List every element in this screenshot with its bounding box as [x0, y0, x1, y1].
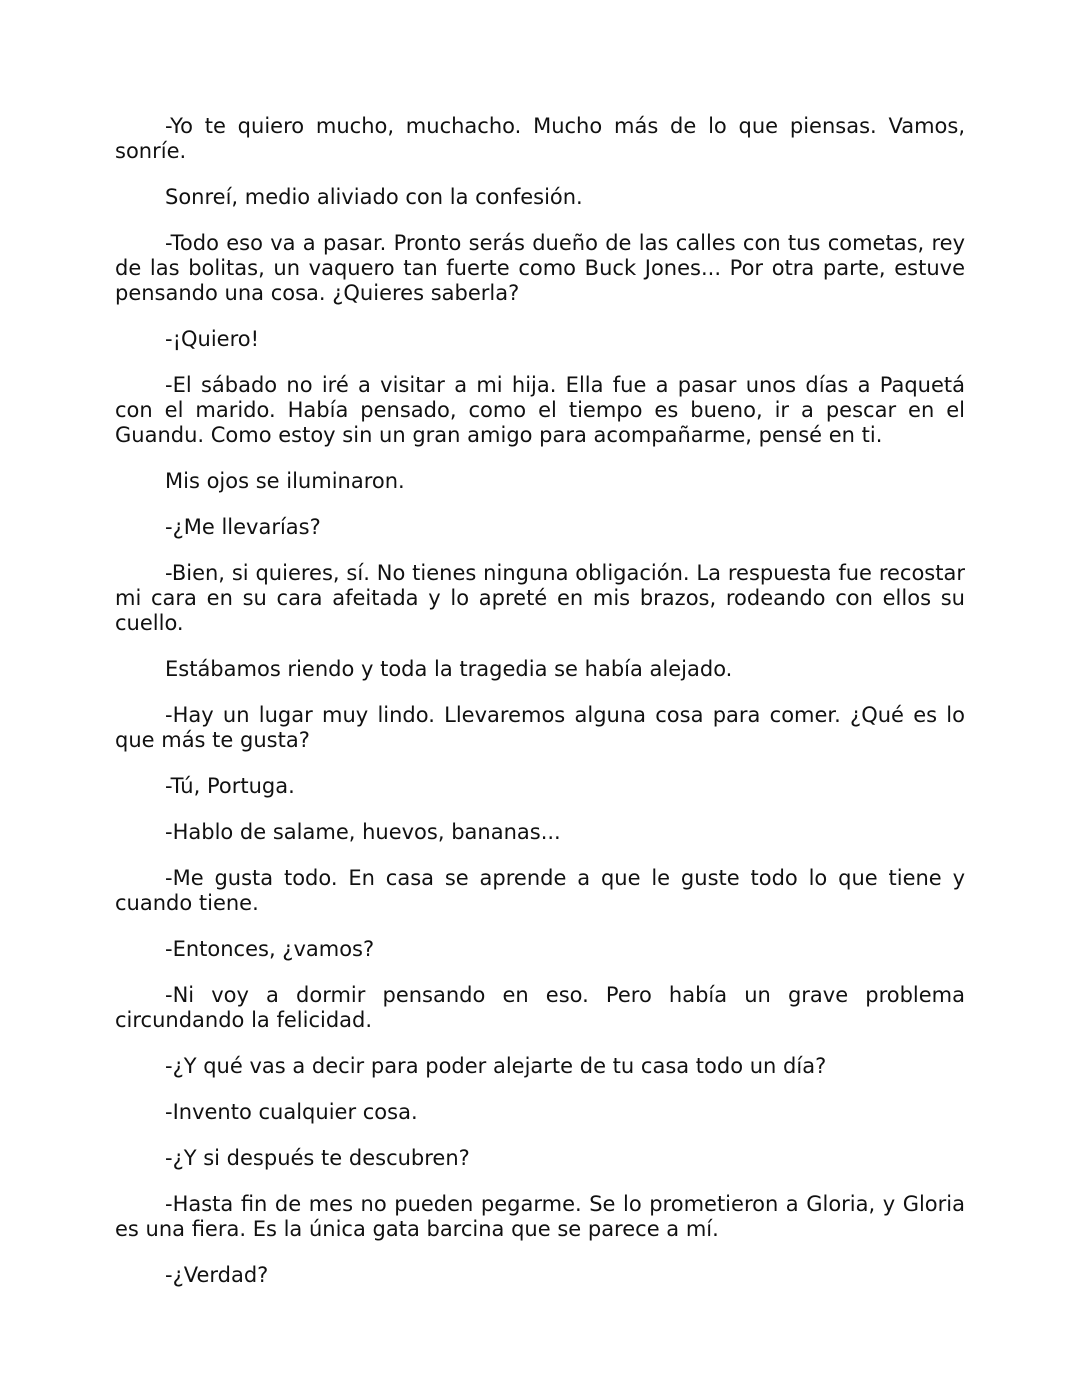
paragraph: -El sábado no iré a visitar a mi hija. Ella fue a pasar unos días a Paquetá con el marido. Había pensado, como el tiempo es bueno, ir a pescar en el Guandu. Como estoy sin un gran amigo para acompañarme, pensé en ti. — [115, 373, 965, 447]
paragraph: -¡Quiero! — [165, 327, 260, 351]
paragraph: -Tú, Portuga. — [165, 774, 295, 798]
document-page — [115, 114, 965, 1309]
paragraph: Mis ojos se iluminaron. — [165, 469, 405, 493]
paragraph: -Todo eso va a pasar. Pronto serás dueño de las calles con tus cometas, rey de las bolitas, un vaquero tan fuerte como Buck Jones... Por otra parte, estuve pensando una cosa. ¿Quieres saberla? — [115, 231, 965, 305]
paragraph: -Hablo de salame, huevos, bananas... — [165, 820, 561, 844]
paragraph: -Bien, si quieres, sí. No tienes ninguna obligación. La respuesta fue recostar mi cara en su cara afeitada y lo apreté en mis brazos, rodeando con ellos su cuello. — [115, 561, 965, 635]
paragraph: -Ni voy a dormir pensando en eso. Pero había un grave problema circundando la felicidad. — [115, 983, 965, 1032]
paragraph: Sonreí, medio aliviado con la confesión. — [165, 185, 583, 209]
paragraph: -Hasta fin de mes no pueden pegarme. Se lo prometieron a Gloria, y Gloria es una fiera. Es la única gata barcina que se parece a mí. — [115, 1192, 965, 1241]
paragraph: Estábamos riendo y toda la tragedia se había alejado. — [165, 657, 733, 681]
paragraph: -Entonces, ¿vamos? — [165, 937, 375, 961]
paragraph: -Hay un lugar muy lindo. Llevaremos alguna cosa para comer. ¿Qué es lo que más te gusta? — [115, 703, 965, 752]
paragraph: -Yo te quiero mucho, muchacho. Mucho más de lo que piensas. Vamos, sonríe. — [115, 114, 965, 163]
paragraph: -¿Y qué vas a decir para poder alejarte de tu casa todo un día? — [165, 1054, 827, 1078]
paragraph: -Me gusta todo. En casa se aprende a que le guste todo lo que tiene y cuando tiene. — [115, 866, 965, 915]
paragraph: -¿Y si después te descubren? — [165, 1146, 470, 1170]
paragraph: -¿Verdad? — [165, 1263, 269, 1287]
paragraph: -Invento cualquier cosa. — [165, 1100, 418, 1124]
paragraph: -¿Me llevarías? — [165, 515, 321, 539]
